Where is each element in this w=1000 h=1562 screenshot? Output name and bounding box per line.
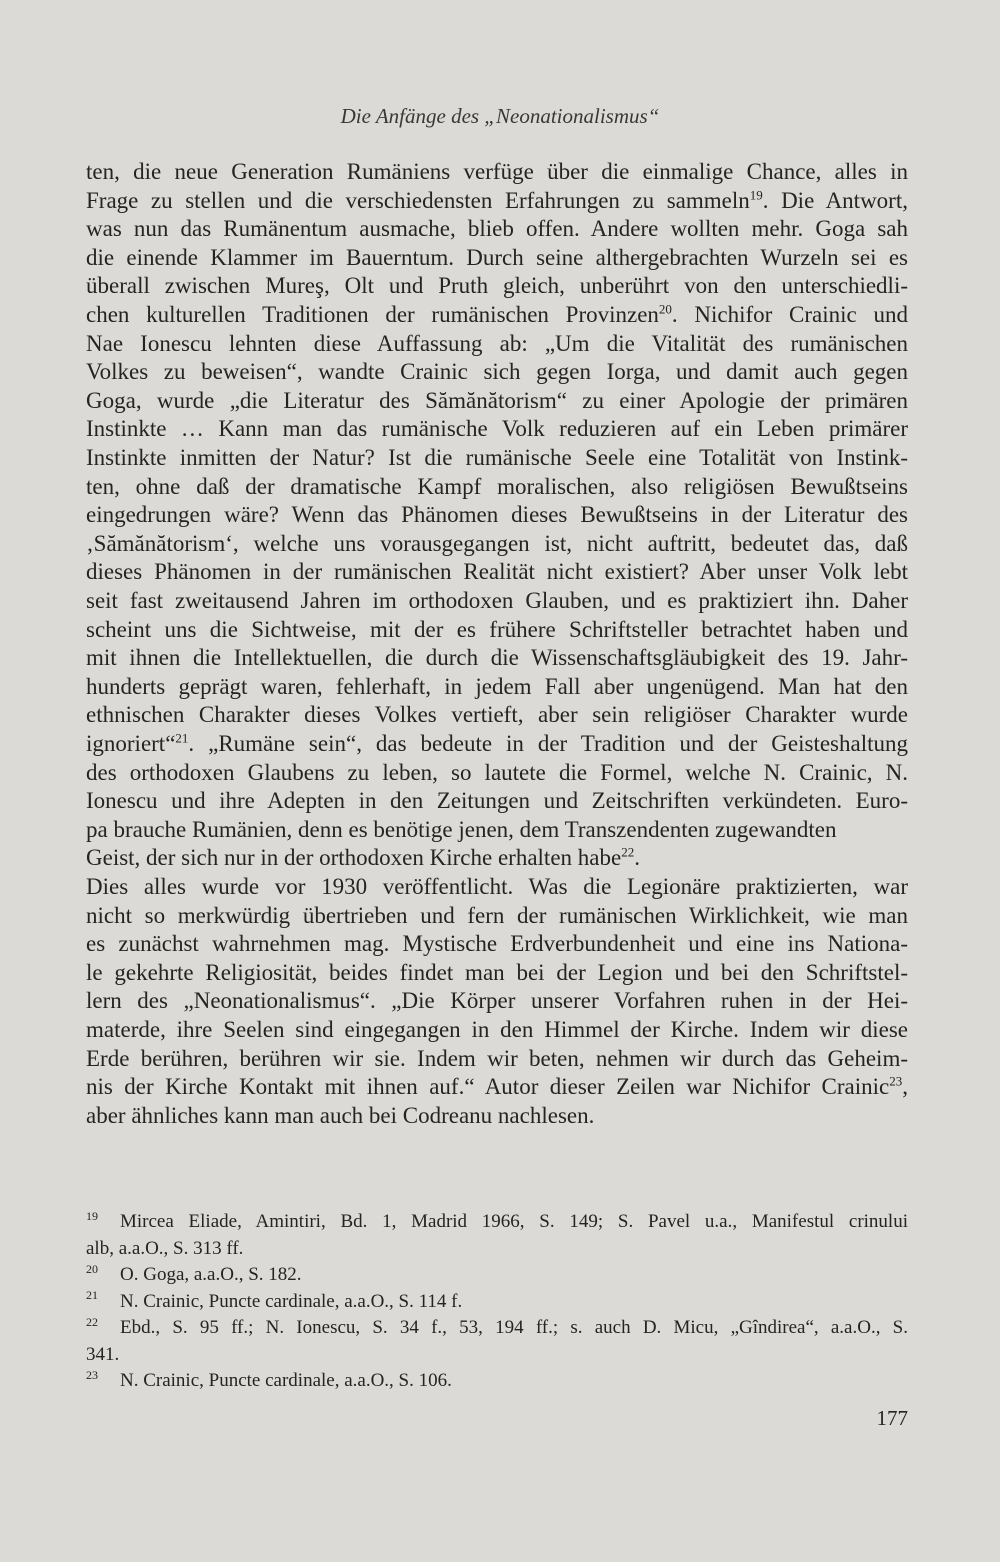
text-line	[86, 244, 908, 272]
footnote-text: alb, a.a.O., S. 313 ff.	[86, 1237, 244, 1259]
text-run: Nae Ionescu lehnten diese Auffassung ab: „Um die Vitalität des rumänischen	[86, 330, 908, 356]
text-run: des orthodoxen Glaubens zu leben, so lautete die Formel, welche N. Crainic, N.	[86, 759, 908, 785]
text-run: Ionescu und ihre Adepten in den Zeitungen und Zeitschriften verkündeten. Euro-	[86, 788, 908, 814]
text-line	[86, 1073, 908, 1101]
text-run: scheint uns die Sichtweise, mit der es frühere Schriftsteller betrachtet haben und	[86, 616, 908, 642]
text-line	[86, 558, 908, 586]
text-run: Erde berühren, berühren wir sie. Indem wir beten, nehmen wir durch das Geheim-	[86, 1045, 908, 1071]
footnote-line: 19 Mircea Eliade, Amintiri, Bd. 1, Madrid 1966, S. 149; S. Pavel u.a., Manifestul crinului	[86, 1208, 908, 1232]
text-run: ten, ohne daß der dramatische Kampf moralischen, also religiösen Bewußtseins	[86, 473, 908, 499]
text-run: Instinkte inmitten der Natur? Ist die rumänische Seele eine Totalität von Instink-	[86, 445, 908, 470]
text-run: eingedrungen wäre? Wenn das Phänomen dieses Bewußtseins in der Literatur des	[86, 502, 908, 528]
footnote-reference: 21	[175, 730, 189, 746]
footnote-reference: 20	[658, 301, 672, 317]
text-run: aber ähnliches kann man auch bei Codreanu nachlesen.	[86, 1102, 595, 1128]
footnote-line: 22 Ebd., S. 95 ff.; N. Ionescu, S. 34 f., 53, 194 ff.; s. auch D. Micu, „Gîndirea“, a.a.O., S.	[86, 1314, 908, 1338]
text-run: es zunächst wahrnehmen mag. Mystische Erdverbundenheit und eine ins Nationa-	[86, 931, 908, 957]
page-number: 177	[876, 1406, 908, 1430]
text-line	[86, 587, 908, 615]
text-line	[86, 959, 908, 987]
text-run: pa brauche Rumänien, denn es benötige jenen, dem Transzendenten zugewandten	[86, 816, 837, 842]
text-line	[86, 730, 908, 758]
text-line	[86, 215, 908, 243]
text-line	[86, 473, 908, 501]
text-line	[86, 272, 908, 300]
text-run: Instinkte … Kann man das rumänische Volk reduzieren auf ein Leben primärer	[86, 416, 908, 442]
text-run: ten, die neue Generation Rumäniens verfüge über die einmalige Chance, alles in	[86, 159, 908, 184]
text-run: Goga, wurde „die Literatur des Sămănătorism“ zu einer Apologie der primären	[86, 387, 908, 413]
footnote-line: 21 N. Crainic, Puncte cardinale, a.a.O., S. 114 f.	[86, 1288, 463, 1312]
text-line	[86, 873, 908, 901]
text-line	[86, 759, 908, 787]
text-run: nis der Kirche Kontakt mit ihnen auf.“ Autor dieser Zeilen war Nichifor Crainic	[86, 1074, 890, 1100]
footnote-line	[86, 1237, 908, 1261]
footnote-text: O. Goga, a.a.O., S. 182.	[120, 1264, 302, 1285]
text-run: . Nichifor Crainic und	[671, 302, 908, 327]
text-line	[86, 530, 908, 558]
text-run: ethnischen Charakter dieses Volkes vertieft, aber sein religiöser Charakter wurde	[86, 702, 908, 728]
text-line	[86, 301, 908, 329]
text-line	[86, 701, 908, 729]
text-line	[86, 787, 908, 815]
text-line	[86, 1102, 908, 1130]
text-line	[86, 644, 908, 672]
text-line	[86, 444, 908, 472]
footnote-text: Ebd., S. 95 ff.; N. Ionescu, S. 34 f., 53, 194 ff.; s. auch D. Micu, „Gîndirea“, a.a.O., S.	[120, 1317, 908, 1338]
footnote-text: N. Crainic, Puncte cardinale, a.a.O., S. 106.	[120, 1370, 452, 1391]
text-run: . Die Antwort,	[762, 187, 908, 213]
text-run: lern des „Neonationalismus“. „Die Körper unserer Vorfahren ruhen in der Hei-	[86, 988, 908, 1014]
footnote-text: N. Crainic, Puncte cardinale, a.a.O., S. 114 f.	[120, 1290, 463, 1312]
text-line	[86, 816, 908, 844]
text-run: hunderts geprägt waren, fehlerhaft, in jedem Fall aber ungenügend. Man hat den	[86, 673, 908, 699]
text-line	[86, 187, 908, 215]
text-line	[86, 930, 908, 958]
text-run: . „Rumäne sein“, das bedeute in der Tradition und der Geisteshaltung	[188, 731, 908, 756]
text-line	[86, 844, 908, 872]
text-line	[86, 387, 908, 415]
text-line	[86, 987, 908, 1015]
text-run: was nun das Rumänentum ausmache, blieb offen. Andere wollten mehr. Goga sah	[86, 216, 908, 242]
footnote-line: 23 N. Crainic, Puncte cardinale, a.a.O., S. 106.	[86, 1367, 452, 1391]
text-run: dieses Phänomen in der rumänischen Realität nicht existiert? Aber unser Volk lebt	[86, 559, 908, 585]
footnote-text: 341.	[86, 1343, 120, 1365]
text-run: ‚Sămănătorism‘, welche uns vorausgegangen ist, nicht auftritt, bedeutet das, daß	[86, 530, 908, 556]
footnote-reference: 19	[749, 186, 763, 202]
text-run: chen kulturellen Traditionen der rumänischen Provinzen	[86, 302, 659, 327]
text-line	[86, 1045, 908, 1073]
running-head: Die Anfänge des „Neonationalismus“	[340, 104, 660, 128]
footnote-line	[86, 1343, 908, 1367]
text-run: ,	[902, 1074, 908, 1100]
text-run: Geist, der sich nur in der orthodoxen Kirche erhalten habe	[86, 845, 622, 871]
text-run: Volkes zu beweisen“, wandte Crainic sich gegen Iorga, und damit auch gegen	[86, 359, 908, 385]
text-run: materde, ihre Seelen sind eingegangen in den Himmel der Kirche. Indem wir diese	[86, 1017, 908, 1042]
text-line	[86, 1016, 908, 1044]
footnote-text: Mircea Eliade, Amintiri, Bd. 1, Madrid 1966, S. 149; S. Pavel u.a., Manifestul crinului	[120, 1211, 908, 1232]
text-line	[86, 501, 908, 529]
text-run: Dies alles wurde vor 1930 veröffentlicht. Was die Legionäre praktizierten, war	[86, 874, 908, 899]
footnote-line: 20 O. Goga, a.a.O., S. 182.	[86, 1261, 302, 1285]
text-line	[86, 158, 908, 186]
text-run: seit fast zweitausend Jahren im orthodoxen Glauben, und es praktiziert ihn. Daher	[86, 588, 908, 613]
text-run: nicht so merkwürdig übertrieben und fern der rumänischen Wirklichkeit, wie man	[86, 902, 908, 928]
text-run: mit ihnen die Intellektuellen, die durch die Wissenschaftsgläubigkeit des 19. Jahr-	[86, 645, 908, 671]
text-line	[86, 616, 908, 644]
text-run: überall zwischen Mureş, Olt und Pruth gleich, unberührt von den unterschiedli-	[86, 273, 908, 299]
text-run: .	[634, 845, 640, 871]
footnote-reference: 22	[621, 844, 635, 860]
footnote-reference: 23	[889, 1073, 903, 1089]
text-line	[86, 415, 908, 443]
text-run: Frage zu stellen und die verschiedensten Erfahrungen zu sammeln	[86, 187, 750, 213]
text-line	[86, 330, 908, 358]
text-run: le gekehrte Religiosität, beides findet man bei der Legion und bei den Schriftstel-	[86, 959, 908, 985]
text-line	[86, 902, 908, 930]
text-run: ignoriert“	[86, 731, 176, 756]
text-line	[86, 673, 908, 701]
text-run: die einende Klammer im Bauerntum. Durch seine althergebrachten Wurzeln sei es	[86, 244, 908, 270]
text-line	[86, 358, 908, 386]
